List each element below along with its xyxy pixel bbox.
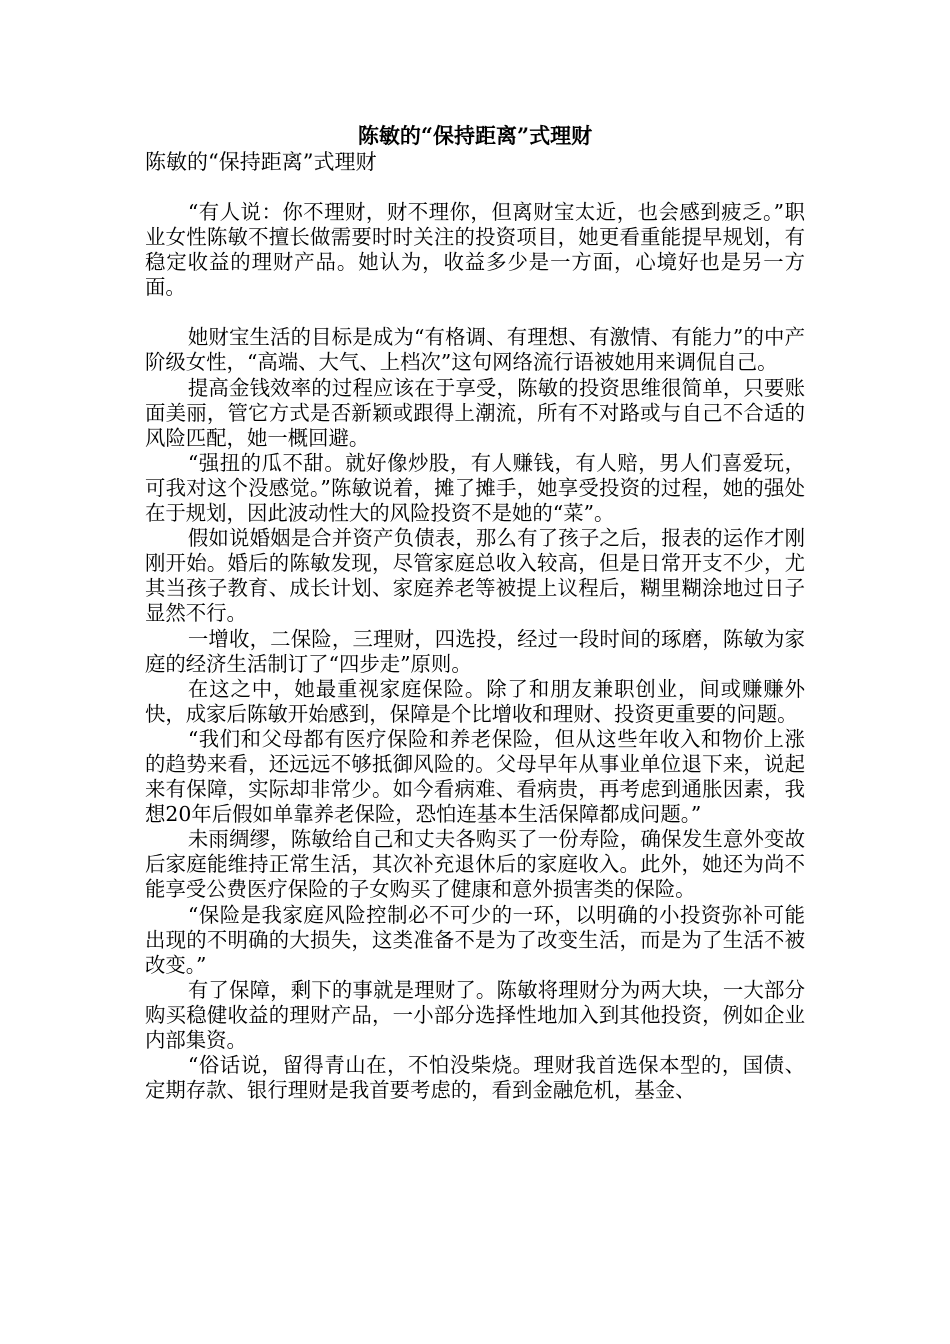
paragraph: “有人说：你不理财，财不理你，但离财宝太近，也会感到疲乏。”职业女性陈敏不擅长做需要时时关注的投资项目，她更看重能提早规划，有稳定收益的理财产品。她认为，收益多少是一方面，心境好也是另一方面。: [145, 200, 805, 300]
paragraph: 她财宝生活的目标是成为“有格调、有理想、有激情、有能力”的中产阶级女性，“高端、大气、上档次”这句网络流行语被她用来调侃自己。: [145, 325, 805, 375]
document-subtitle: 陈敏的“保持距离”式理财: [145, 150, 377, 174]
paragraph: 未雨绸缪，陈敏给自己和丈夫各购买了一份寿险，确保发生意外变故后家庭能维持正常生活，其次补充退休后的家庭收入。此外，她还为尚不能享受公费医疗保险的子女购买了健康和意外损害类的保险。: [145, 827, 805, 902]
paragraph: “我们和父母都有医疗保险和养老保险，但从这些年收入和物价上涨的趋势来看，还远远不够抵御风险的。父母早年从事业单位退下来，说起来有保障，实际却非常少。如今看病难、看病贵，再考虑到通胀因素，我想20年后假如单靠养老保险，恐怕连基本生活保障都成问题。”: [145, 726, 805, 827]
paragraph: 提高金钱效率的过程应该在于享受，陈敏的投资思维很简单，只要账面美丽，管它方式是否新颖或跟得上潮流，所有不对路或与自己不合适的风险匹配，她一概回避。: [145, 375, 805, 450]
document-title: 陈敏的“保持距离”式理财: [357, 123, 593, 148]
paragraph: 有了保障，剩下的事就是理财了。陈敏将理财分为两大块，一大部分购买稳健收益的理财产品，一小部分选择性地加入到其他投资，例如企业内部集资。: [145, 977, 805, 1052]
paragraph: “强扭的瓜不甜。就好像炒股，有人赚钱，有人赔，男人们喜爱玩，可我对这个没感觉。”陈敏说着，摊了摊手，她享受投资的过程，她的强处在于规划，因此波动性大的风险投资不是她的“菜”。: [145, 450, 805, 526]
paragraph: 假如说婚姻是合并资产负债表，那么有了孩子之后，报表的运作才刚刚开始。婚后的陈敏发现，尽管家庭总收入较高，但是日常开支不少，尤其当孩子教育、成长计划、家庭养老等被提上议程后，糊里糊涂地过日子显然不行。: [145, 526, 805, 626]
paragraph: 一增收，二保险，三理财，四选投，经过一段时间的琢磨，陈敏为家庭的经济生活制订了“四步走”原则。: [145, 626, 805, 676]
document-body: [145, 200, 805, 1103]
paragraph: “保险是我家庭风险控制必不可少的一环，以明确的小投资弥补可能出现的不明确的大损失，这类准备不是为了改变生活，而是为了生活不被改变。”: [145, 902, 805, 977]
paragraph: 在这之中，她最重视家庭保险。除了和朋友兼职创业，间或赚赚外快，成家后陈敏开始感到，保障是个比增收和理财、投资更重要的问题。: [145, 676, 805, 726]
paragraph: “俗话说，留得青山在，不怕没柴烧。理财我首选保本型的，国债、定期存款、银行理财是我首要考虑的，看到金融危机，基金、: [145, 1053, 805, 1103]
